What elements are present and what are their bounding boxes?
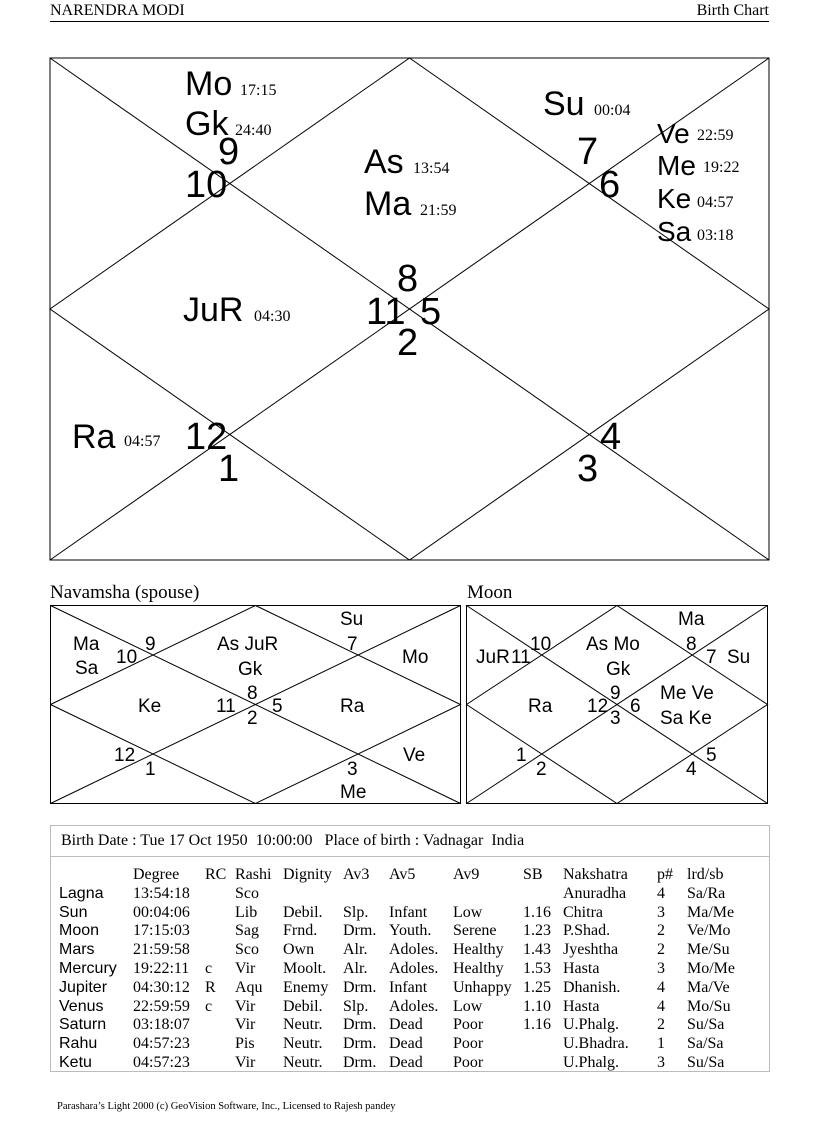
sign-number-h2a: 10: [185, 164, 228, 206]
moon-jur: JuR: [476, 647, 510, 668]
svg-text:As: As: [364, 143, 404, 181]
table-cell: Adoles.: [389, 941, 439, 959]
column-header: Degree: [133, 866, 180, 883]
table-cell: Mo/Me: [687, 959, 735, 977]
svg-text:13:54: 13:54: [413, 160, 450, 177]
table-cell: Ma/Ve: [687, 978, 730, 996]
navamsha-caption: Navamsha (spouse): [50, 582, 200, 603]
nav-ma: Ma: [73, 634, 100, 655]
moon-n8: 8: [686, 634, 697, 655]
table-cell: Serene: [453, 922, 497, 940]
table-cell: Saturn: [59, 1016, 107, 1034]
moon-n9: 9: [610, 683, 621, 704]
birth-info-bar: [51, 826, 769, 857]
table-cell: Moon: [59, 922, 100, 940]
table-cell: Sag: [235, 922, 259, 940]
planet-ke: [657, 183, 733, 214]
svg-text:04:57: 04:57: [697, 194, 734, 211]
column-header: Av9: [453, 866, 480, 883]
table-cell: Ketu: [59, 1053, 92, 1071]
svg-text:22:59: 22:59: [697, 127, 734, 144]
column-header: SB: [523, 866, 543, 883]
planet-ra: [72, 418, 160, 456]
table-cell: U.Phalg.: [563, 1016, 619, 1034]
column-header: lrd/sb: [687, 866, 724, 883]
moon-n2: 2: [536, 759, 547, 780]
table-row: [59, 1016, 745, 1035]
nav-n3: 3: [347, 759, 358, 780]
table-cell: Neutr.: [283, 1035, 323, 1053]
moon-gk: Gk: [606, 659, 631, 680]
nav-n5: 5: [272, 696, 283, 717]
moon-n11: 11: [511, 647, 531, 668]
table-cell: 2: [657, 1016, 665, 1034]
svg-text:17:15: 17:15: [240, 82, 277, 99]
table-cell: [453, 885, 523, 904]
sign-number-h9a: 4: [600, 416, 622, 458]
planet-details-panel: [50, 825, 770, 1072]
column-header: p#: [657, 866, 673, 883]
table-row: [59, 979, 745, 998]
table-cell: 4: [657, 884, 665, 902]
table-cell: Lagna: [59, 884, 104, 902]
sign-number-h2b: 9: [218, 131, 240, 173]
table-cell: 1.10: [523, 997, 551, 1015]
table-cell: Healthy: [453, 959, 504, 977]
table-cell: Chitra: [563, 903, 603, 921]
table-cell: Hasta: [563, 997, 600, 1015]
svg-text:Ma: Ma: [364, 185, 412, 223]
chart-owner-name: NARENDRA MODI: [50, 2, 185, 19]
sign-number-h11a: 7: [577, 131, 599, 173]
table-cell: [205, 941, 235, 960]
nav-n9: 9: [145, 634, 156, 655]
table-cell: 00:04:06: [133, 903, 190, 921]
table-cell: [205, 1016, 235, 1035]
planet-sa: [657, 216, 733, 247]
table-cell: [523, 1054, 563, 1073]
table-cell: [523, 885, 563, 904]
moon-n7: 7: [706, 647, 717, 668]
table-cell: 1.43: [523, 941, 551, 959]
table-cell: 2: [657, 941, 665, 959]
table-cell: 19:22:11: [133, 959, 190, 977]
nav-gk: Gk: [238, 659, 263, 680]
column-header: Rashi: [235, 866, 272, 883]
table-cell: Poor: [453, 1016, 484, 1034]
nav-n8: 8: [247, 683, 258, 704]
table-cell: Ve/Mo: [687, 922, 731, 940]
sign-number-h4: 8: [397, 258, 419, 300]
table-cell: 17:15:03: [133, 922, 190, 940]
table-cell: Su/Sa: [687, 1053, 725, 1071]
table-cell: 04:57:23: [133, 1035, 190, 1053]
table-cell: Drm.: [343, 922, 377, 940]
table-cell: Sco: [235, 884, 259, 902]
table-cell: Alr.: [343, 959, 368, 977]
table-cell: [205, 1054, 235, 1073]
sign-number-h1: 11: [366, 291, 406, 333]
document-title: Birth Chart: [696, 2, 769, 19]
planet-ma: [364, 185, 456, 223]
moon-ra: Ra: [528, 696, 553, 717]
table-cell: Me/Su: [687, 941, 730, 959]
table-cell: Su/Sa: [687, 1016, 725, 1034]
table-cell: Slp.: [343, 903, 369, 921]
table-cell: Low: [453, 997, 483, 1015]
table-cell: Pis: [235, 1035, 255, 1053]
moon-n10: 10: [530, 634, 552, 655]
table-cell: Hasta: [563, 959, 600, 977]
table-cell: [205, 922, 235, 941]
svg-text:04:30: 04:30: [254, 308, 291, 325]
table-cell: Aqu: [235, 978, 263, 996]
table-cell: Mo/Su: [687, 997, 731, 1015]
table-cell: [205, 904, 235, 923]
table-cell: 21:59:58: [133, 941, 190, 959]
moon-ma: Ma: [678, 609, 705, 630]
sign-number-h3b: 1: [218, 448, 240, 490]
table-cell: [205, 885, 235, 904]
nav-n7: 7: [347, 634, 358, 655]
table-cell: Debil.: [283, 903, 323, 921]
table-cell: Venus: [59, 997, 104, 1015]
moon-n12: 12: [587, 696, 609, 717]
table-row: [59, 885, 745, 904]
table-cell: U.Phalg.: [563, 1053, 619, 1071]
table-cell: Adoles.: [389, 959, 439, 977]
planet-as: [364, 143, 449, 181]
svg-text:Gk: Gk: [185, 105, 229, 143]
table-cell: 1.25: [523, 978, 551, 996]
table-cell: Dead: [389, 1016, 423, 1034]
table-cell: c: [205, 997, 213, 1015]
column-header: RC: [205, 866, 227, 883]
moon-su: Su: [727, 647, 751, 668]
table-cell: Lib: [235, 903, 258, 921]
nav-ke: Ke: [138, 696, 162, 717]
nav-sa: Sa: [75, 658, 99, 679]
moon-asmo: As Mo: [586, 634, 640, 655]
table-cell: Dead: [389, 1035, 423, 1053]
svg-text:21:59: 21:59: [420, 202, 457, 219]
moon-n5: 5: [706, 745, 717, 766]
table-cell: Enemy: [283, 978, 329, 996]
table-cell: Drm.: [343, 1035, 377, 1053]
planet-me: [657, 150, 739, 181]
svg-text:Su: Su: [543, 85, 585, 123]
table-cell: Neutr.: [283, 1053, 323, 1071]
table-cell: Vir: [235, 1016, 256, 1034]
table-row: [59, 960, 745, 979]
moon-sake: Sa Ke: [660, 708, 712, 729]
svg-text:Ve: Ve: [657, 118, 690, 149]
column-header: Av3: [343, 866, 370, 883]
table-cell: 03:18:07: [133, 1016, 190, 1034]
column-header: Nakshatra: [563, 866, 628, 883]
table-cell: [389, 885, 453, 904]
nav-n2: 2: [247, 708, 258, 729]
table-cell: Low: [453, 903, 483, 921]
table-cell: Drm.: [343, 1053, 377, 1071]
table-cell: [343, 885, 389, 904]
table-cell: c: [205, 959, 213, 977]
table-cell: 04:57:23: [133, 1053, 190, 1071]
table-cell: Sco: [235, 941, 259, 959]
column-header: [59, 866, 133, 885]
table-cell: 1.53: [523, 959, 551, 977]
table-cell: Vir: [235, 997, 256, 1015]
table-cell: Anuradha: [563, 884, 627, 902]
table-cell: Mercury: [59, 959, 117, 977]
table-cell: 2: [657, 922, 665, 940]
sign-number-h7: 5: [420, 291, 442, 333]
table-cell: Drm.: [343, 1016, 377, 1034]
sign-number-h10: 2: [397, 322, 419, 364]
table-cell: 3: [657, 1053, 665, 1071]
svg-text:Me: Me: [657, 150, 696, 181]
table-row: [59, 904, 745, 923]
svg-text:Ra: Ra: [72, 418, 116, 456]
table-cell: Poor: [453, 1053, 484, 1071]
table-cell: 13:54:18: [133, 884, 190, 902]
column-header: Av5: [389, 866, 416, 883]
table-cell: 1.23: [523, 922, 551, 940]
moon-chart-caption: Moon: [467, 582, 513, 603]
nav-ve: Ve: [403, 745, 426, 766]
table-cell: Vir: [235, 1053, 256, 1071]
svg-text:Mo: Mo: [185, 65, 233, 103]
nav-n1: 1: [145, 759, 156, 780]
sign-number-h11b: 6: [599, 164, 621, 206]
table-cell: Poor: [453, 1035, 484, 1053]
svg-text:Sa: Sa: [657, 216, 692, 247]
table-cell: 1: [657, 1035, 665, 1053]
planet-gk: [185, 105, 271, 143]
nav-n11: 11: [216, 696, 236, 717]
table-cell: Neutr.: [283, 1016, 323, 1034]
table-cell: Alr.: [343, 941, 368, 959]
moon-chart: [466, 605, 769, 805]
table-row: [59, 941, 745, 960]
table-row: [59, 922, 745, 941]
table-cell: Moolt.: [283, 959, 327, 977]
table-cell: U.Bhadra.: [563, 1035, 629, 1053]
table-cell: Sun: [59, 903, 88, 921]
planet-su: [543, 85, 630, 123]
moon-n4: 4: [686, 759, 697, 780]
table-cell: Sa/Sa: [687, 1035, 724, 1053]
nav-n10: 10: [116, 647, 138, 668]
sign-number-h3a: 12: [185, 416, 228, 458]
nav-su: Su: [340, 609, 364, 630]
nav-mo: Mo: [402, 647, 429, 668]
table-cell: 1.16: [523, 903, 551, 921]
table-cell: Infant: [389, 978, 428, 996]
table-header-row: [59, 866, 745, 885]
table-row: [59, 1054, 745, 1073]
table-cell: R: [205, 978, 216, 996]
table-row: [59, 1035, 745, 1054]
table-cell: Jyeshtha: [563, 941, 619, 959]
planet-mo: [185, 65, 276, 103]
column-header: Dignity: [283, 866, 332, 883]
svg-text:00:04: 00:04: [594, 102, 631, 119]
planet-ve: [657, 118, 733, 149]
svg-text:04:57: 04:57: [124, 433, 161, 450]
nav-ra: Ra: [340, 696, 365, 717]
table-cell: Own: [283, 941, 315, 959]
table-cell: 22:59:59: [133, 997, 190, 1015]
table-cell: 1.16: [523, 1016, 551, 1034]
svg-text:Ke: Ke: [657, 183, 692, 214]
table-cell: 4: [657, 997, 665, 1015]
table-cell: Mars: [59, 941, 95, 959]
moon-n1: 1: [516, 745, 527, 766]
table-cell: Frnd.: [283, 922, 318, 940]
table-cell: 3: [657, 959, 665, 977]
table-cell: 04:30:12: [133, 978, 190, 996]
table-cell: Ma/Me: [687, 903, 735, 921]
table-cell: Drm.: [343, 978, 377, 996]
table-cell: 4: [657, 978, 665, 996]
table-cell: [283, 885, 343, 904]
footer-credit: Parashara’s Light 2000 (c) GeoVision Software, Inc., Licensed to Rajesh pandey: [57, 1101, 396, 1112]
table-cell: [205, 1035, 235, 1054]
nav-asjur: As JuR: [217, 634, 279, 655]
table-cell: P.Shad.: [563, 922, 611, 940]
table-cell: Youth.: [389, 922, 432, 940]
svg-text:19:22: 19:22: [703, 159, 740, 176]
table-cell: Rahu: [59, 1035, 98, 1053]
table-cell: [523, 1035, 563, 1054]
table-cell: Dhanish.: [563, 978, 621, 996]
nav-n12: 12: [114, 745, 136, 766]
table-row: [59, 998, 745, 1017]
birth-info: Birth Date : Tue 17 Oct 1950 10:00:00 Place of birth : Vadnagar India: [61, 832, 525, 849]
table-cell: Slp.: [343, 997, 369, 1015]
table-cell: Debil.: [283, 997, 323, 1015]
moon-meve: Me Ve: [660, 683, 714, 704]
sign-number-h9b: 3: [577, 448, 599, 490]
svg-text:24:40: 24:40: [235, 122, 272, 139]
table-cell: Jupiter: [59, 978, 108, 996]
navamsha-chart: [50, 605, 462, 805]
table-cell: Vir: [235, 959, 256, 977]
table-cell: Dead: [389, 1053, 423, 1071]
table-cell: Adoles.: [389, 997, 439, 1015]
table-cell: Infant: [389, 903, 428, 921]
svg-text:JuR: JuR: [183, 291, 244, 329]
nav-me: Me: [340, 782, 367, 803]
moon-n3: 3: [610, 708, 621, 729]
moon-n6: 6: [630, 696, 641, 717]
table-cell: Unhappy: [453, 978, 512, 996]
planet-table: [59, 866, 745, 1073]
planet-jur: [183, 291, 290, 329]
table-cell: 3: [657, 903, 665, 921]
svg-text:03:18: 03:18: [697, 227, 734, 244]
table-cell: Sa/Ra: [687, 884, 726, 902]
table-cell: Healthy: [453, 941, 504, 959]
